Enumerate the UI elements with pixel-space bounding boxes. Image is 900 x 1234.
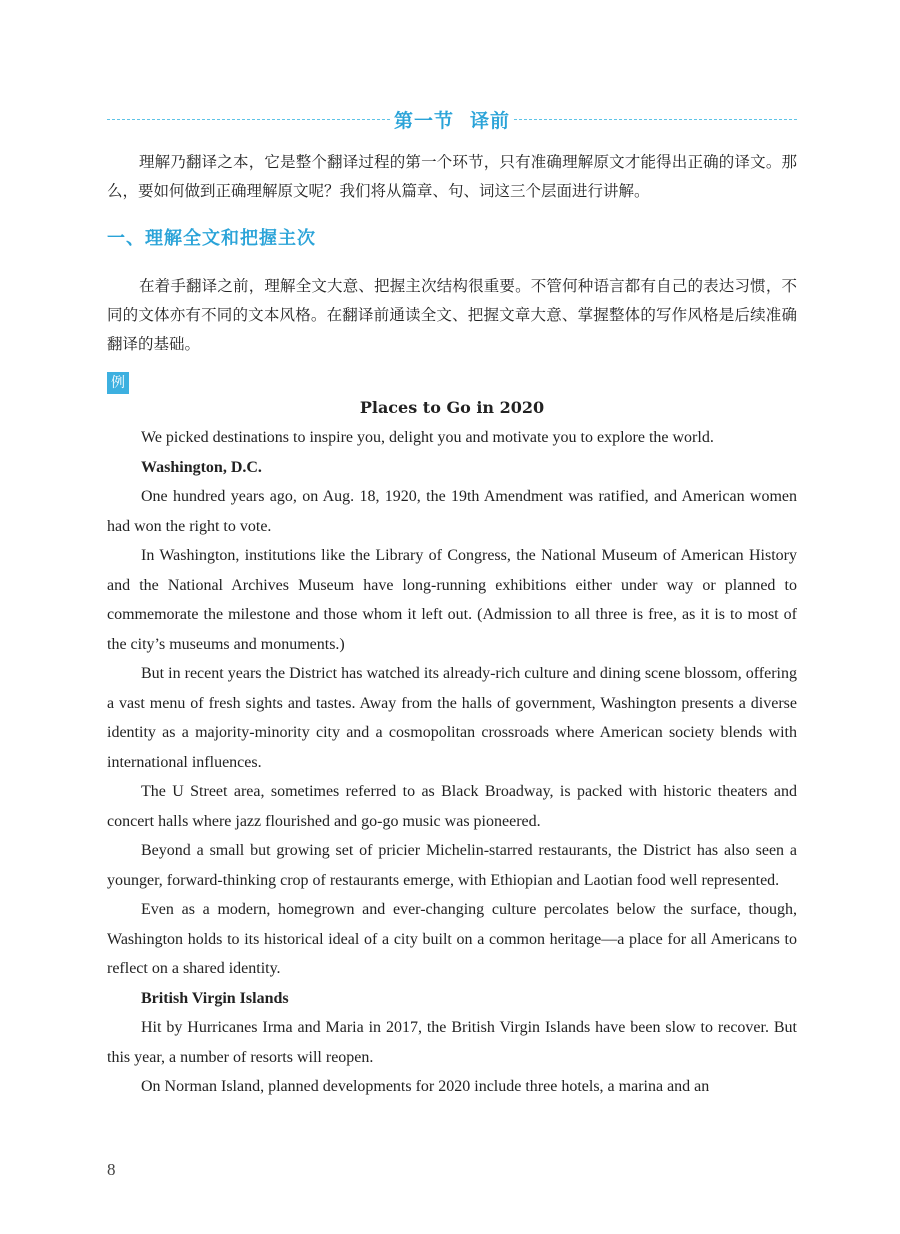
- article-subheading-bvi: British Virgin Islands: [141, 989, 289, 1007]
- article-paragraph: Even as a modern, homegrown and ever-changing culture percolates below the surface, though, Washington holds to its historical ideal of a city built on a common heritage—a place for all Americans to reflect on a shared identity.: [107, 901, 797, 977]
- article-paragraph: The U Street area, sometimes referred to as Black Broadway, is packed with historic theaters and concert halls where jazz flourished and go-go music was pioneered.: [107, 783, 797, 830]
- article-paragraph: Beyond a small but growing set of pricier Michelin-starred restaurants, the District has also seen a younger, forward-thinking crop of restaurants emerge, with Ethiopian and Laotian food well represented.: [107, 842, 797, 889]
- article-lead: We picked destinations to inspire you, delight you and motivate you to explore the world.: [141, 429, 714, 446]
- section-divider-right: [514, 119, 797, 120]
- section-name: 译前: [470, 109, 511, 132]
- section-header: [107, 104, 797, 134]
- article-body: [107, 423, 797, 1102]
- heading-understand-text: 一、理解全文和把握主次: [107, 228, 316, 249]
- article-paragraph: In Washington, institutions like the Library of Congress, the National Museum of American History and the National Archives Museum have long-running exhibitions either under way or planned to commemorate the milestone and those whom it left out. (Admission to all three is free, as it is to most of the city’s museums and monuments.): [107, 547, 797, 653]
- article-paragraph: One hundred years ago, on Aug. 18, 1920, the 19th Amendment was ratified, and American women had won the right to vote.: [107, 488, 797, 535]
- intro-paragraph: 理解乃翻译之本，它是整个翻译过程的第一个环节，只有准确理解原文才能得出正确的译文。那么，要如何做到正确理解原文呢？我们将从篇章、句、词这三个层面进行讲解。: [107, 153, 797, 200]
- section-title: [390, 106, 514, 133]
- body-paragraph: 在着手翻译之前，理解全文大意、把握主次结构很重要。不管何种语言都有自己的表达习惯，不同的文体亦有不同的文本风格。在翻译前通读全文、把握文章大意、掌握整体的写作风格是后续准确翻译的基础。: [107, 277, 797, 353]
- article-paragraph: Hit by Hurricanes Irma and Maria in 2017, the British Virgin Islands have been slow to recover. But this year, a number of resorts will reopen.: [107, 1019, 797, 1066]
- section-divider-left: [107, 119, 390, 120]
- article-title: Places to Go in 2020: [359, 398, 545, 417]
- article-paragraph: On Norman Island, planned developments for 2020 include three hotels, a marina and an: [141, 1078, 710, 1095]
- example-badge: 例: [107, 372, 129, 394]
- page-number: 8: [107, 1160, 116, 1179]
- section-number: 第一节: [393, 109, 454, 132]
- article-paragraph: But in recent years the District has watched its already-rich culture and dining scene blossom, offering a vast menu of fresh sights and tastes. Away from the halls of government, Washington presents a diverse identity as a majority-minority city and a cosmopolitan crossroads where American society blends with international influences.: [107, 665, 797, 771]
- article-subheading-washington: Washington, D.C.: [141, 458, 262, 476]
